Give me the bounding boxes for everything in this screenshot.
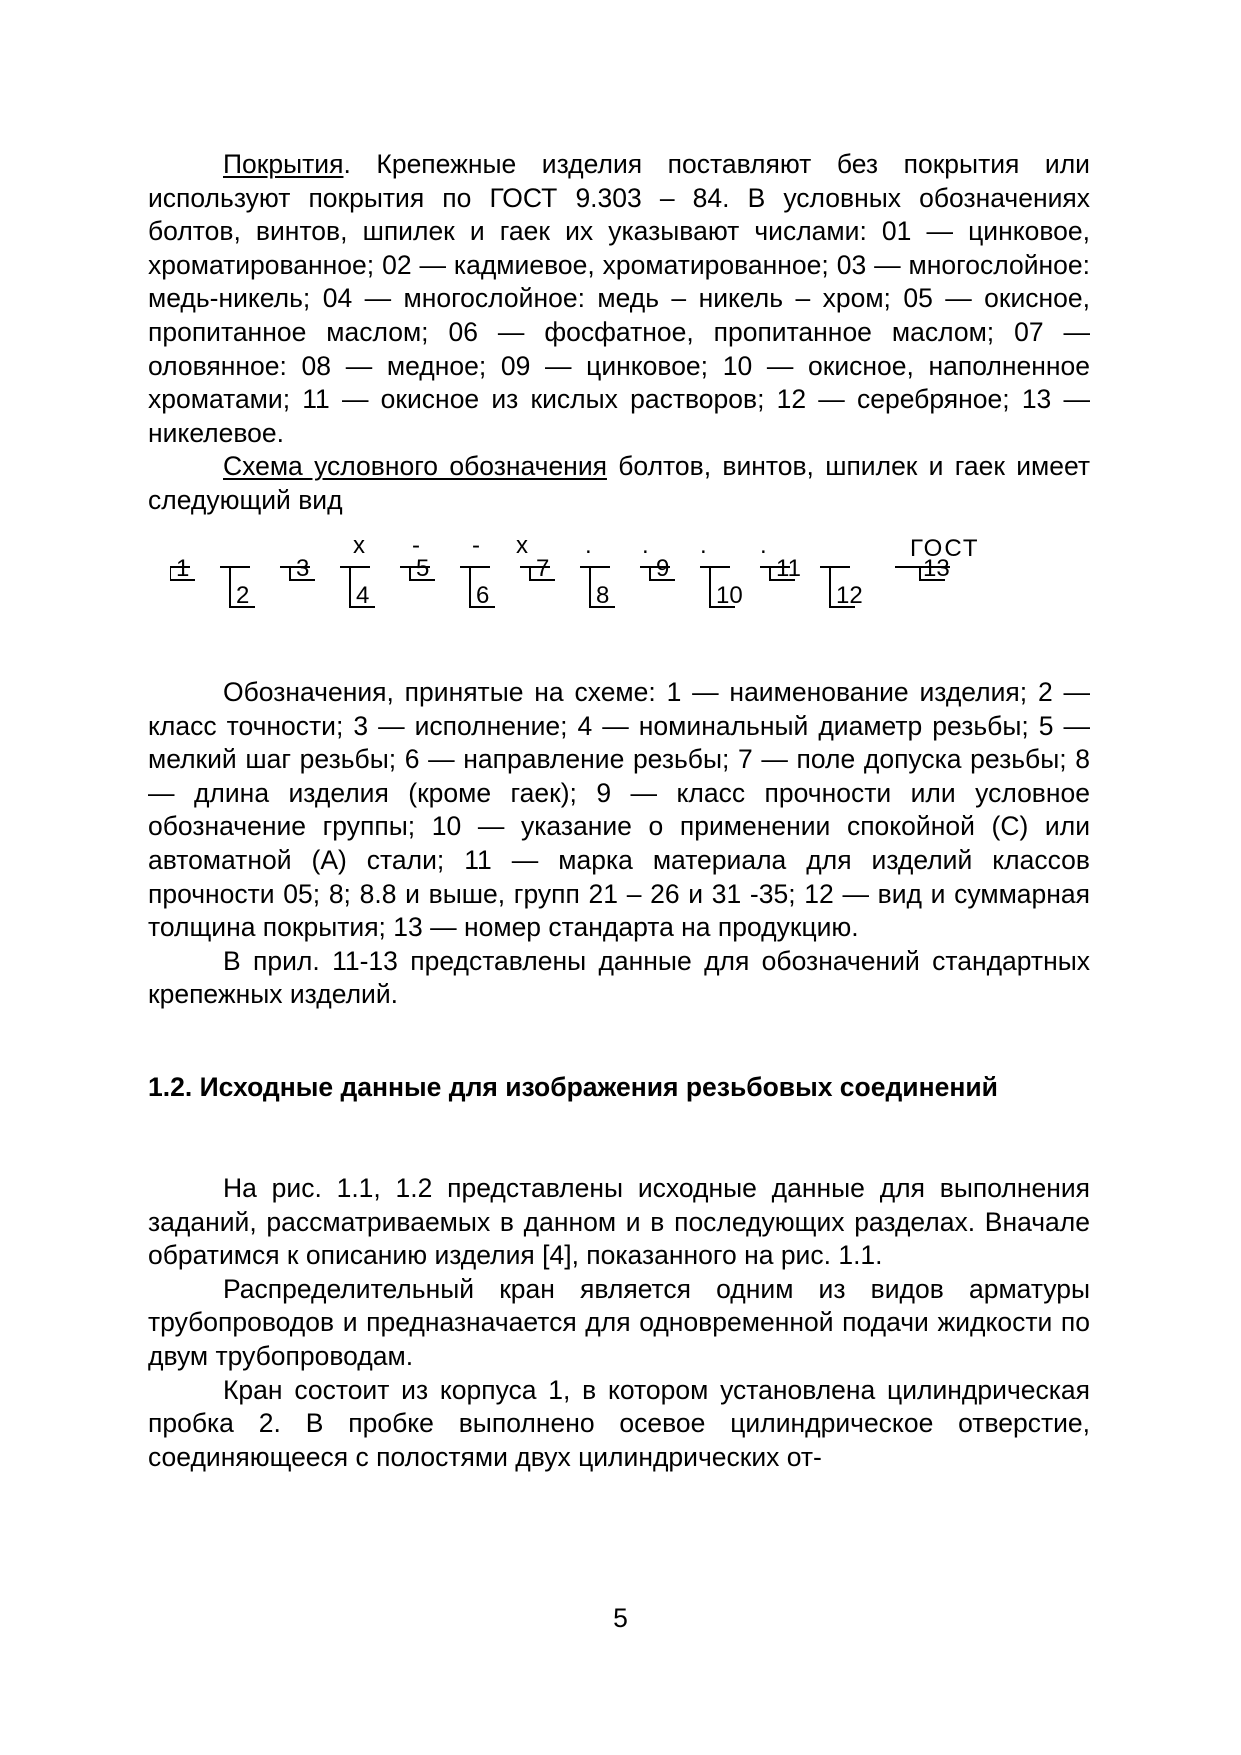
scheme-intro-label: Схема условного обозначения xyxy=(223,451,607,482)
notations-paragraph: Обозначения, принятые на схеме: 1 — наименование изделия; 2 — класс точности; 3 — исполнение; 4 — номинальный диаметр резьбы; 5 — мелкий шаг резьбы; 6 — направление резьбы; 7 — поле допуска резьбы; 8 — длина изделия (кроме гаек); 9 — класс прочности или условное обозначение группы; 10 — указание о применении спокойной (С) или автоматной (А) стали; 11 — марка материала для изделий классов прочности 05; 8; 8.8 и выше, групп 21 – 26 и 31 -35; 12 — вид и суммарная толщина покрытия; 13 — номер стандарта на продукцию. xyxy=(148,677,1090,943)
designation-scheme xyxy=(170,525,1070,655)
upper-text-block xyxy=(148,148,1090,518)
scheme-separator: . xyxy=(585,532,592,559)
scheme-slot-number: 6 xyxy=(476,582,490,609)
page-number: 5 xyxy=(613,1603,628,1633)
scheme-separator: . xyxy=(700,532,707,559)
scheme-slot-number: 11 xyxy=(776,555,801,582)
coatings-text: . Крепежные изделия поставляют без покрытия или используют покрытия по ГОСТ 9.303 – 84. В условных обозначениях болтов, винтов, шпилек и гаек их указывают числами: 01 — цинковое, хроматированное; 02 — кадмиевое, хроматированное; 03 — многослойное: медь-никель; 04 — многослойное: медь – никель – хром; 05 — окисное, пропитанное маслом; 06 — фосфатное, пропитанное маслом; 07 — оловянное: 08 — медное; 09 — цинковое; 10 — окисное, наполненное хроматами; 11 — окисное из кислых растворов; 12 — серебряное; 13 — никелевое. xyxy=(148,149,1090,448)
scheme-separator: - xyxy=(412,532,420,559)
scheme-slot-number: 12 xyxy=(836,582,863,609)
scheme-slot-number: 7 xyxy=(536,555,550,582)
scheme-slot-number: 3 xyxy=(296,555,310,582)
appendix-paragraph: В прил. 11-13 представлены данные для обозначений стандартных крепежных изделий. xyxy=(148,945,1090,1010)
coatings-paragraph xyxy=(148,148,1090,450)
scheme-intro-paragraph xyxy=(148,450,1090,517)
paragraph-intro: На рис. 1.1, 1.2 представлены исходные данные для выполнения заданий, рассматриваемых в данном и в последующих разделах. Вначале обратимся к описанию изделия [4], показанного на рис. 1.1. xyxy=(148,1173,1090,1271)
scheme-slot-number: 8 xyxy=(596,582,610,609)
scheme-separator: - xyxy=(472,532,480,559)
paragraph-valve: Распределительный кран является одним из видов арматуры трубопроводов и предназначается для одновременной подачи жидкости по двум трубопроводам. xyxy=(148,1273,1090,1371)
scheme-slot-number: 2 xyxy=(236,582,250,609)
scheme-slot-number: 5 xyxy=(416,555,430,582)
scheme-slot-number: 9 xyxy=(656,555,670,582)
scheme-separator: . xyxy=(642,532,649,559)
scheme-slot-number: 10 xyxy=(716,582,743,609)
middle-text-block xyxy=(148,676,1090,1012)
scheme-separator: х xyxy=(516,532,528,559)
paragraph-body: Кран состоит из корпуса 1, в котором установлена цилиндрическая пробка 2. В пробке выполнено осевое цилиндрическое отверстие, соединяющееся с полостями двух цилиндрических от- xyxy=(148,1374,1090,1472)
scheme-slot-number: 1 xyxy=(176,555,190,582)
scheme-separator: х xyxy=(353,532,365,559)
scheme-separator: . xyxy=(760,532,767,559)
coatings-label: Покрытия xyxy=(223,149,344,179)
scheme-slot-number: 13 xyxy=(923,555,950,582)
scheme-slot-number: 4 xyxy=(356,582,370,609)
scheme-intro-text: болтов, винтов, шпилек и гаек имеет следующий вид xyxy=(148,451,1090,515)
section-heading: 1.2. Исходные данные для изображения резьбовых соединений xyxy=(148,1072,998,1102)
scheme-gost-label: ГОСТ xyxy=(910,535,980,562)
lower-text-block xyxy=(148,1172,1090,1474)
